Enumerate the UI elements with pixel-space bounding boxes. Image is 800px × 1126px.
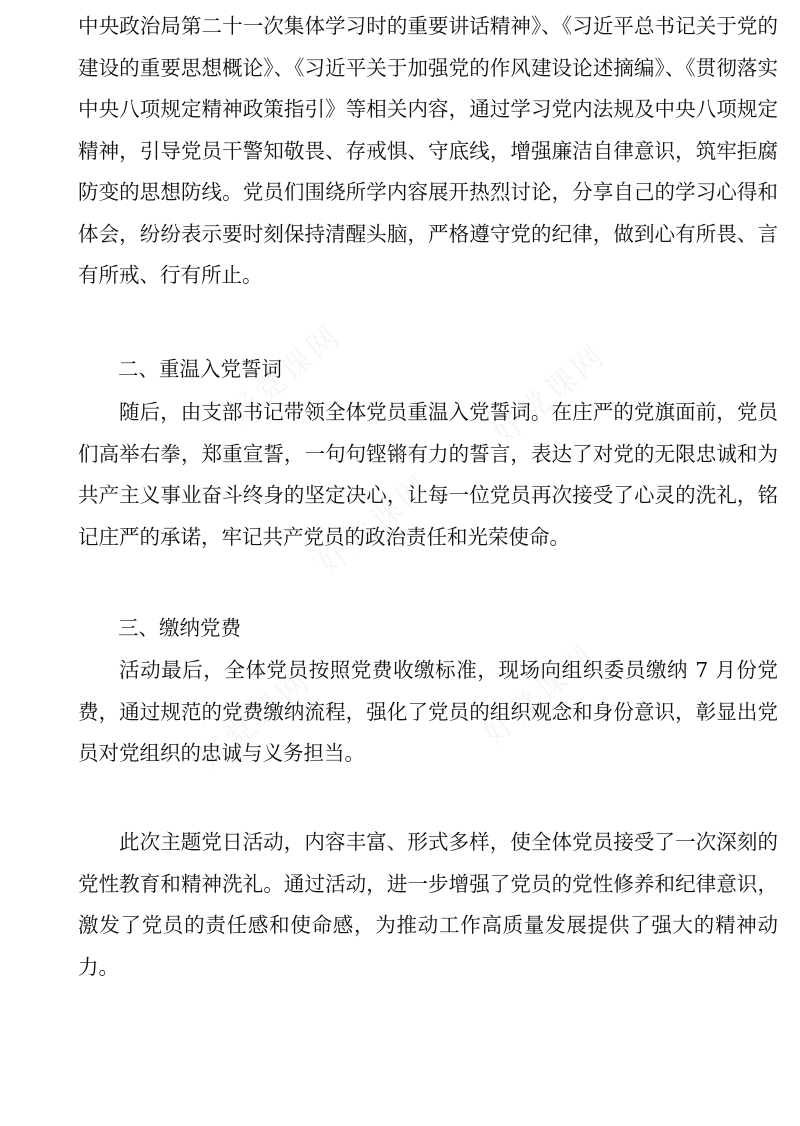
- closing-paragraph: 此次主题党日活动，内容丰富、形式多样，使全体党员接受了一次深刻的党性教育和精神洗礼。通过活动，进一步增强了党员的党性修养和纪律意识，激发了党员的责任感和使命感，为推动工作高质量发展提供了强大的精神动力。: [78, 830, 778, 979]
- section-2-paragraph: 随后，由支部书记带领全体党员重温入党誓词。在庄严的党旗面前，党员们高举右拳，郑重宣誓，一句句铿锵有力的誓言，表达了对党的无限忠诚和为共产主义事业奋斗终身的坚定决心，让每一位党员再次接受了心灵的洗礼，铭记庄严的承诺，牢记共产党员的政治责任和光荣使命。: [78, 400, 778, 549]
- section-3-heading: 三、缴纳党费: [118, 616, 241, 640]
- section-3-paragraph: 活动最后，全体党员按照党费收缴标准，现场向组织委员缴纳 7 月份党费，通过规范的党费缴纳流程，强化了党员的组织观念和身份意识，彰显出党员对党组织的忠诚与义务担当。: [78, 658, 778, 765]
- section-2-heading: 二、重温入党誓词: [118, 357, 282, 381]
- continuation-paragraph: 中央政治局第二十一次集体学习时的重要讲话精神》、《习近平总书记关于党的建设的重要思想概论》、《习近平关于加强党的作风建设论述摘编》、《贯彻落实中央八项规定精神政策指引》等相关内容，通过学习党内法规及中央八项规定精神，引导党员干警知敬畏、存戒惧、守底线，增强廉洁自律意识，筑牢拒腐防变的思想防线。党员们围绕所学内容展开热烈讨论，分享自己的学习心得和体会，纷纷表示要时刻保持清醒头脑，严格遵守党的纪律，做到心有所畏、言有所戒、行有所止。: [78, 14, 778, 287]
